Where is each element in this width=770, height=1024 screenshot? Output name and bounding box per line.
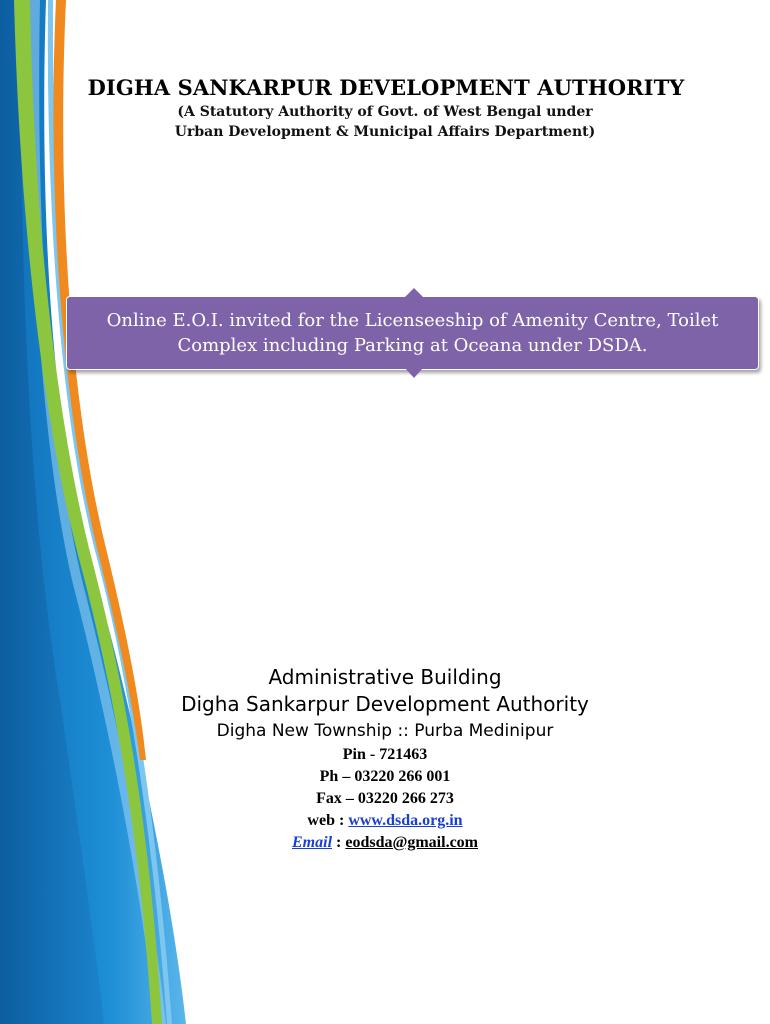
address-building: Administrative Building bbox=[268, 665, 502, 689]
email-separator: : bbox=[332, 834, 346, 851]
document-header bbox=[0, 74, 770, 142]
notice-text bbox=[99, 308, 727, 358]
organization-title: DIGHA SANKARPUR DEVELOPMENT AUTHORITY bbox=[87, 75, 685, 100]
email-label-link[interactable]: Email bbox=[292, 834, 333, 851]
address-web bbox=[0, 810, 770, 832]
subtitle-line-2: Urban Development & Municipal Affairs Department) bbox=[174, 124, 596, 140]
notice-line-1: Online E.O.I. invited for the Licenseeship of Amenity Centre, Toilet bbox=[106, 310, 719, 331]
address-organization: Digha Sankarpur Development Authority bbox=[181, 692, 589, 716]
address-phone: Ph – 03220 266 001 bbox=[319, 768, 451, 785]
address-email bbox=[0, 832, 770, 854]
address-location: Digha New Township :: Purba Medinipur bbox=[216, 721, 554, 741]
website-link[interactable]: www.dsda.org.in bbox=[348, 812, 463, 829]
notice-pointer-bottom-icon bbox=[405, 368, 423, 378]
notice-pointer-top-icon bbox=[405, 288, 423, 297]
notice-line-2: Complex including Parking at Oceana under DSDA. bbox=[177, 335, 648, 356]
email-address[interactable]: eodsda@gmail.com bbox=[345, 834, 478, 851]
web-label: web : bbox=[307, 812, 349, 829]
subtitle-line-1: (A Statutory Authority of Govt. of West Bengal under bbox=[177, 104, 593, 120]
address-fax: Fax – 03220 266 273 bbox=[316, 790, 454, 807]
notice-banner bbox=[66, 296, 759, 370]
address-block bbox=[0, 664, 770, 854]
address-pin: Pin - 721463 bbox=[342, 746, 428, 763]
